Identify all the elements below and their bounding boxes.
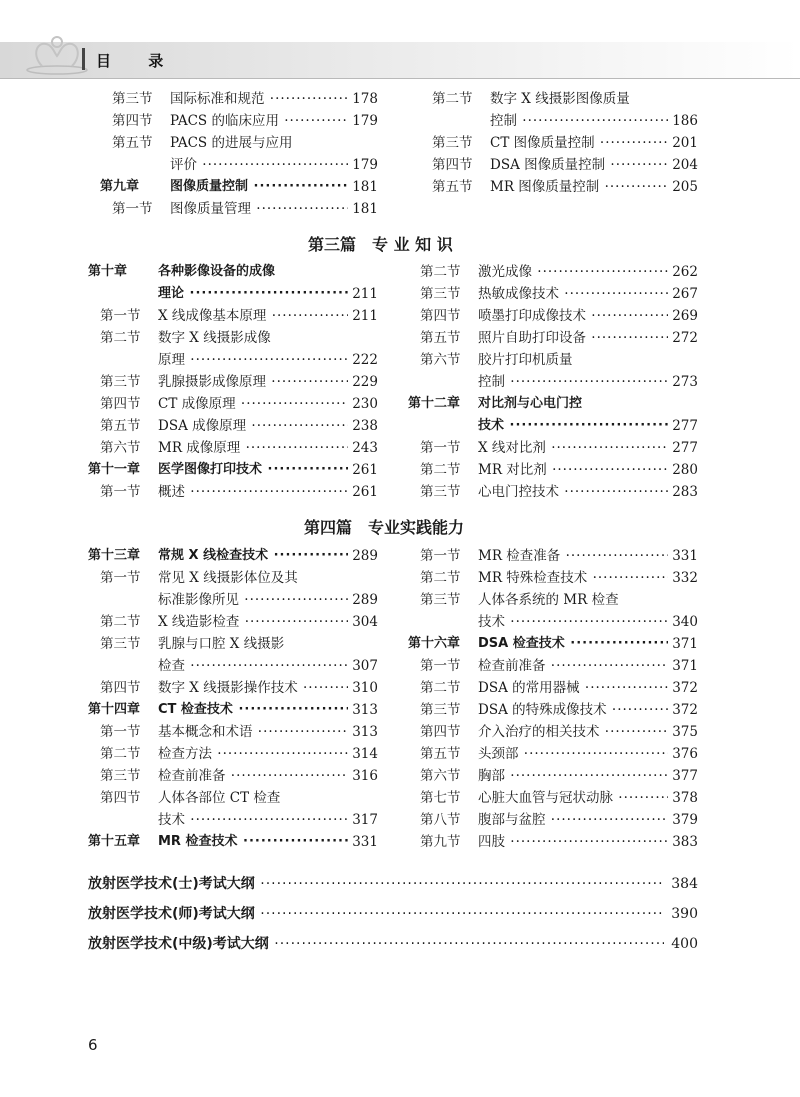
header-separator — [82, 48, 85, 70]
toc-chapter-entry[interactable] — [100, 176, 378, 198]
page-header-title: 目 录 — [96, 52, 180, 70]
toc-entry-page: 277 — [668, 415, 698, 437]
toc-entry-title: 各种影像设备的成像 — [158, 264, 276, 279]
toc-entry-title: 数字 X 线摄影成像 — [158, 330, 271, 346]
toc-chapter-entry[interactable] — [408, 393, 698, 415]
toc-entry-title: DSA 的特殊成像技术 ····· — [478, 699, 668, 721]
toc-entry-page: 378 — [668, 787, 698, 809]
toc-entry-title: 常规 X 线检查技术 ····· — [158, 545, 348, 567]
toc-entry-page: 204 — [668, 154, 698, 176]
toc-entry-title: 人体各部位 CT 检查 — [158, 790, 281, 806]
toc-entry-title: 技术 ····· — [478, 611, 668, 633]
outline-entry-shi[interactable] — [88, 872, 698, 896]
toc-entry-page: 178 — [348, 88, 378, 110]
toc-section-entry[interactable] — [408, 721, 698, 743]
toc-entry-label: 第四节 — [100, 396, 141, 412]
toc-entry-page: 310 — [348, 677, 378, 699]
toc-section-entry[interactable] — [100, 198, 378, 220]
toc-entry-label: 第五节 — [432, 179, 473, 195]
toc-entry-page: 181 — [348, 176, 378, 198]
toc-entry-label: 第二节 — [420, 570, 461, 586]
toc-section-entry[interactable] — [88, 415, 378, 437]
toc-section-entry[interactable] — [88, 655, 378, 677]
toc-section-entry[interactable] — [408, 371, 698, 393]
toc-entry-label: 第四节 — [100, 680, 141, 696]
toc-entry-title: PACS 的进展与应用 — [170, 135, 293, 151]
toc-section-entry[interactable] — [420, 176, 698, 198]
toc-entry-title: 基本概念和术语 ····· — [158, 721, 348, 743]
toc-section-entry[interactable] — [408, 349, 698, 371]
toc-entry-label: 第一节 — [100, 570, 141, 586]
toc-entry-label: 第九节 — [420, 834, 461, 850]
toc-entry-page: 289 — [348, 545, 378, 567]
header-rule — [0, 78, 800, 79]
toc-entry-label: 第十三章 — [88, 548, 141, 563]
toc-section-entry[interactable] — [88, 611, 378, 633]
toc-section-entry[interactable] — [420, 110, 698, 132]
toc-section-entry[interactable] — [88, 743, 378, 765]
toc-chapter-entry[interactable] — [88, 459, 378, 481]
toc-top-right-column — [420, 88, 698, 198]
toc-part3-left-column — [88, 261, 378, 503]
toc-entry-label: 第二节 — [100, 746, 141, 762]
toc-entry-label: 第四节 — [112, 113, 153, 129]
toc-entry-page: 230 — [348, 393, 378, 415]
toc-section-entry[interactable] — [408, 261, 698, 283]
toc-entry-title: DSA 图像质量控制 ····· — [490, 154, 668, 176]
toc-entry-page: 375 — [668, 721, 698, 743]
toc-entry-label: 第十二章 — [408, 396, 461, 411]
toc-entry-page: 332 — [668, 567, 698, 589]
toc-entry-label: 第十一章 — [88, 462, 141, 477]
toc-entry-title: X 线造影检查 ····· — [158, 611, 348, 633]
toc-entry-page: 314 — [348, 743, 378, 765]
toc-entry-title: 控制 ····· — [490, 110, 668, 132]
toc-section-entry[interactable] — [408, 437, 698, 459]
toc-entry-page: 340 — [668, 611, 698, 633]
toc-entry-label: 第三节 — [420, 702, 461, 718]
toc-entry-title: 对比剂与心电门控 — [478, 396, 583, 411]
toc-entry-label: 第六节 — [420, 768, 461, 784]
toc-entry-page: 262 — [668, 261, 698, 283]
toc-chapter-entry[interactable] — [88, 261, 378, 283]
toc-section-entry[interactable] — [408, 655, 698, 677]
toc-entry-label: 第二节 — [420, 264, 461, 280]
toc-entry-label: 第一节 — [100, 308, 141, 324]
toc-entry-page: 273 — [668, 371, 698, 393]
toc-entry-label: 第五节 — [112, 135, 153, 151]
toc-section-entry[interactable] — [100, 88, 378, 110]
toc-part4-right-column — [408, 545, 698, 853]
toc-entry-label: 第一节 — [420, 548, 461, 564]
toc-entry-title: 数字 X 线摄影操作技术 ····· — [158, 677, 348, 699]
toc-entry-page: 379 — [668, 809, 698, 831]
toc-section-entry[interactable] — [408, 327, 698, 349]
toc-entry-label: 第一节 — [420, 658, 461, 674]
toc-entry-label: 第十六章 — [408, 636, 461, 651]
toc-entry-title: DSA 的常用器械 ····· — [478, 677, 668, 699]
toc-entry-page: 181 — [348, 198, 378, 220]
toc-entry-page: 211 — [348, 283, 378, 305]
toc-entry-page: 201 — [668, 132, 698, 154]
toc-section-entry[interactable] — [408, 459, 698, 481]
toc-entry-label: 第一节 — [420, 440, 461, 456]
toc-section-entry[interactable] — [408, 305, 698, 327]
toc-section-entry[interactable] — [408, 831, 698, 853]
toc-entry-title: 热敏成像技术 ····· — [478, 283, 668, 305]
toc-entry-title: 检查方法 ····· — [158, 743, 348, 765]
toc-entry-title: 喷墨打印成像技术 ····· — [478, 305, 668, 327]
toc-entry-page: 289 — [348, 589, 378, 611]
toc-entry-page: 371 — [668, 655, 698, 677]
toc-section-entry[interactable] — [408, 567, 698, 589]
toc-entry-page: 317 — [348, 809, 378, 831]
toc-entry-label: 第二节 — [420, 680, 461, 696]
toc-entry-page: 261 — [348, 481, 378, 503]
toc-entry-title: 技术 ····· — [158, 809, 348, 831]
toc-entry-page: 205 — [668, 176, 698, 198]
toc-entry-page: 186 — [668, 110, 698, 132]
toc-entry-label: 第八节 — [420, 812, 461, 828]
toc-entry-label: 第二节 — [100, 614, 141, 630]
toc-entry-page: 331 — [348, 831, 378, 853]
toc-section-entry[interactable] — [408, 283, 698, 305]
toc-entry-title: 四肢 ····· — [478, 831, 668, 853]
page-number: 6 — [88, 1036, 98, 1054]
part-four-title: 第四篇 专业实践能力 — [304, 518, 465, 537]
toc-section-entry[interactable] — [408, 677, 698, 699]
toc-entry-page: 179 — [348, 110, 378, 132]
toc-entry-page: 238 — [348, 415, 378, 437]
toc-part4-left-column — [88, 545, 378, 853]
toc-entry-label: 第三节 — [100, 636, 141, 652]
outline-entry-shi-2[interactable] — [88, 902, 698, 926]
toc-section-entry[interactable] — [420, 88, 698, 110]
toc-entry-page: 307 — [348, 655, 378, 677]
toc-entry-title: 检查前准备 ····· — [158, 765, 348, 787]
toc-entry-title: DSA 成像原理 ····· — [158, 415, 348, 437]
toc-entry-title: 医学图像打印技术 ····· — [158, 459, 348, 481]
toc-section-entry[interactable] — [88, 567, 378, 589]
toc-section-entry[interactable] — [88, 371, 378, 393]
toc-section-entry[interactable] — [408, 787, 698, 809]
toc-entry-title: 评价 ····· — [170, 154, 348, 176]
toc-section-entry[interactable] — [408, 699, 698, 721]
toc-entry-title: 人体各系统的 MR 检查 — [478, 592, 619, 608]
toc-entry-label: 第三节 — [432, 135, 473, 151]
toc-entry-label: 第九章 — [100, 179, 140, 194]
toc-entry-page: 283 — [668, 481, 698, 503]
toc-section-entry[interactable] — [420, 154, 698, 176]
toc-entry-title: 头颈部 ····· — [478, 743, 668, 765]
toc-entry-title: 胶片打印机质量 — [478, 352, 573, 368]
toc-entry-title: MR 图像质量控制 ····· — [490, 176, 668, 198]
toc-section-entry[interactable] — [88, 305, 378, 327]
toc-section-entry[interactable] — [88, 481, 378, 503]
toc-section-entry[interactable] — [408, 481, 698, 503]
toc-entry-title: MR 成像原理 ····· — [158, 437, 348, 459]
toc-entry-label: 第一节 — [100, 724, 141, 740]
toc-entry-label: 第一节 — [112, 201, 153, 217]
toc-chapter-entry[interactable] — [408, 633, 698, 655]
toc-section-entry[interactable] — [88, 589, 378, 611]
toc-section-entry[interactable] — [100, 154, 378, 176]
toc-section-entry[interactable] — [408, 415, 698, 437]
toc-entry-page: 316 — [348, 765, 378, 787]
toc-chapter-entry[interactable] — [88, 699, 378, 721]
toc-entry-page: 243 — [348, 437, 378, 459]
toc-entry-page: 277 — [668, 437, 698, 459]
toc-entry-label: 第三节 — [100, 768, 141, 784]
toc-section-entry[interactable] — [88, 787, 378, 809]
outline-page: 384 — [667, 872, 698, 896]
toc-entry-label: 第三节 — [112, 91, 153, 107]
toc-entry-title: 理论 ····· — [158, 283, 348, 305]
toc-entry-label: 第三节 — [420, 484, 461, 500]
outline-page: 390 — [667, 902, 698, 926]
toc-section-entry[interactable] — [408, 611, 698, 633]
toc-entry-title: DSA 检查技术 ····· — [478, 633, 668, 655]
outline-title: 放射医学技术(士)考试大纲 ····· — [88, 872, 664, 896]
toc-entry-label: 第十四章 — [88, 702, 141, 717]
toc-entry-title: 乳腺与口腔 X 线摄影 — [158, 636, 285, 652]
toc-entry-page: 372 — [668, 699, 698, 721]
toc-entry-label: 第五节 — [420, 330, 461, 346]
toc-entry-page: 377 — [668, 765, 698, 787]
toc-section-entry[interactable] — [88, 721, 378, 743]
toc-entry-title: 标准影像所见 ····· — [158, 589, 348, 611]
outline-title: 放射医学技术(中级)考试大纲 ····· — [88, 932, 664, 956]
toc-entry-label: 第十章 — [88, 264, 128, 279]
toc-section-entry[interactable] — [100, 110, 378, 132]
toc-section-entry[interactable] — [88, 327, 378, 349]
toc-entry-page: 272 — [668, 327, 698, 349]
toc-entry-title: 胸部 ····· — [478, 765, 668, 787]
toc-entry-label: 第七节 — [420, 790, 461, 806]
toc-section-entry[interactable] — [100, 132, 378, 154]
toc-entry-page: 280 — [668, 459, 698, 481]
toc-section-entry[interactable] — [88, 283, 378, 305]
toc-entry-page: 372 — [668, 677, 698, 699]
toc-entry-label: 第六节 — [420, 352, 461, 368]
toc-entry-title: PACS 的临床应用 ····· — [170, 110, 348, 132]
toc-entry-title: MR 检查准备 ····· — [478, 545, 668, 567]
toc-chapter-entry[interactable] — [88, 545, 378, 567]
toc-entry-title: 概述 ····· — [158, 481, 348, 503]
toc-entry-title: 乳腺摄影成像原理 ····· — [158, 371, 348, 393]
toc-entry-label: 第三节 — [420, 286, 461, 302]
toc-entry-title: CT 成像原理 ····· — [158, 393, 348, 415]
toc-entry-label: 第十五章 — [88, 834, 141, 849]
toc-section-entry[interactable] — [408, 765, 698, 787]
toc-entry-page: 229 — [348, 371, 378, 393]
toc-section-entry[interactable] — [88, 349, 378, 371]
toc-entry-label: 第五节 — [420, 746, 461, 762]
part-three-title: 第三篇 专 业 知 识 — [308, 235, 453, 254]
toc-entry-label: 第六节 — [100, 440, 141, 456]
toc-entry-title: 心脏大血管与冠状动脉 ····· — [478, 787, 668, 809]
toc-entry-page: 211 — [348, 305, 378, 327]
toc-entry-title: X 线成像基本原理 ····· — [158, 305, 348, 327]
outline-page: 400 — [667, 932, 698, 956]
toc-section-entry[interactable] — [408, 743, 698, 765]
toc-entry-title: 检查前准备 ····· — [478, 655, 668, 677]
toc-entry-title: 图像质量管理 ····· — [170, 198, 348, 220]
toc-entry-title: 图像质量控制 ····· — [170, 176, 348, 198]
toc-entry-title: 腹部与盆腔 ····· — [478, 809, 668, 831]
toc-section-entry[interactable] — [88, 393, 378, 415]
toc-section-entry[interactable] — [420, 132, 698, 154]
toc-entry-page: 179 — [348, 154, 378, 176]
toc-entry-title: 控制 ····· — [478, 371, 668, 393]
toc-entry-page: 371 — [668, 633, 698, 655]
toc-entry-label: 第二节 — [432, 91, 473, 107]
toc-entry-title: 技术 ····· — [478, 415, 668, 437]
toc-entry-label: 第四节 — [420, 724, 461, 740]
toc-entry-label: 第四节 — [420, 308, 461, 324]
toc-entry-title: X 线对比剂 ····· — [478, 437, 668, 459]
toc-entry-page: 331 — [668, 545, 698, 567]
toc-entry-title: MR 对比剂 ····· — [478, 459, 668, 481]
toc-top-left-column — [100, 88, 378, 220]
toc-entry-title: 心电门控技术 ····· — [478, 481, 668, 503]
toc-entry-page: 383 — [668, 831, 698, 853]
toc-entry-title: 原理 ····· — [158, 349, 348, 371]
toc-entry-label: 第二节 — [100, 330, 141, 346]
toc-section-entry[interactable] — [88, 809, 378, 831]
toc-section-entry[interactable] — [88, 437, 378, 459]
toc-entry-title: MR 特殊检查技术 ····· — [478, 567, 668, 589]
toc-entry-page: 261 — [348, 459, 378, 481]
toc-entry-title: 照片自助打印设备 ····· — [478, 327, 668, 349]
toc-entry-page: 267 — [668, 283, 698, 305]
toc-entry-title: 国际标准和规范 ····· — [170, 88, 348, 110]
toc-entry-title: 介入治疗的相关技术 ····· — [478, 721, 668, 743]
toc-section-entry[interactable] — [408, 545, 698, 567]
toc-entry-page: 376 — [668, 743, 698, 765]
toc-part3-right-column — [408, 261, 698, 503]
toc-section-entry[interactable] — [88, 677, 378, 699]
toc-chapter-entry[interactable] — [88, 831, 378, 853]
toc-entry-title: CT 检查技术 ····· — [158, 699, 348, 721]
outline-entry-zhongji[interactable] — [88, 932, 698, 956]
toc-section-entry[interactable] — [88, 765, 378, 787]
toc-entry-title: 数字 X 线摄影图像质量 — [490, 91, 630, 107]
toc-entry-label: 第二节 — [420, 462, 461, 478]
toc-entry-page: 222 — [348, 349, 378, 371]
toc-entry-page: 269 — [668, 305, 698, 327]
toc-entry-label: 第四节 — [100, 790, 141, 806]
toc-section-entry[interactable] — [408, 809, 698, 831]
toc-entry-title: MR 检查技术 ····· — [158, 831, 348, 853]
toc-entry-page: 313 — [348, 721, 378, 743]
toc-entry-title: 检查 ····· — [158, 655, 348, 677]
toc-entry-title: CT 图像质量控制 ····· — [490, 132, 668, 154]
toc-entry-page: 304 — [348, 611, 378, 633]
toc-entry-title: 激光成像 ····· — [478, 261, 668, 283]
toc-entry-label: 第三节 — [100, 374, 141, 390]
toc-entry-label: 第三节 — [420, 592, 461, 608]
toc-entry-label: 第五节 — [100, 418, 141, 434]
toc-section-entry[interactable] — [408, 589, 698, 611]
toc-entry-title: 常见 X 线摄影体位及其 — [158, 570, 298, 586]
toc-entry-page: 313 — [348, 699, 378, 721]
toc-entry-label: 第一节 — [100, 484, 141, 500]
outline-title: 放射医学技术(师)考试大纲 ····· — [88, 902, 664, 926]
toc-section-entry[interactable] — [88, 633, 378, 655]
toc-entry-label: 第四节 — [432, 157, 473, 173]
